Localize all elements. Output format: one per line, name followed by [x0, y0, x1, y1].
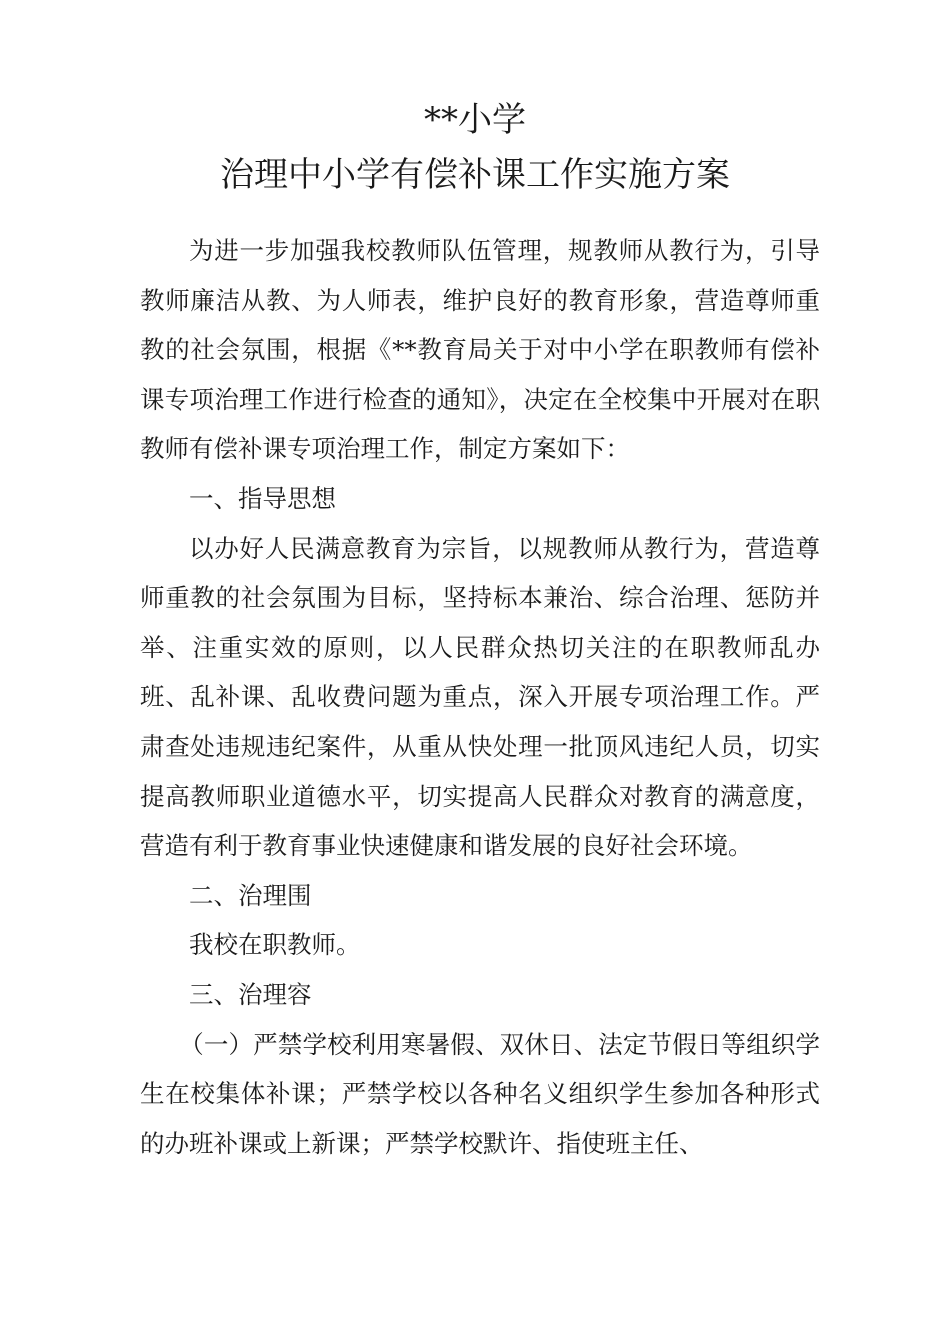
section-heading-content: 三、治理容: [189, 979, 312, 1009]
scope-paragraph: 我校在职教师。: [189, 930, 361, 960]
content-item-1-paragraph: （一）严禁学校利用寒暑假、双休日、法定节假日等组织学生在校集体补课；严禁学校以各种名义组织学生参加各种形式的办班补课或上新课；严禁学校默许、指使班主任、: [140, 1029, 820, 1158]
document-title-main: 治理中小学有偿补课工作实施方案: [220, 155, 730, 195]
intro-paragraph: 为进一步加强我校教师队伍管理，规教师从教行为，引导教师廉洁从教、为人师表，维护良好的教育形象，营造尊师重教的社会氛围，根据《**教育局关于对中小学在职教师有偿补课专项治理工作进行检查的通知》，决定在全校集中开展对在职教师有偿补课专项治理工作，制定方案如下：: [140, 236, 820, 464]
section-heading-scope: 二、治理围: [189, 880, 312, 910]
guiding-ideology-paragraph: 以办好人民满意教育为宗旨，以规教师从教行为，营造尊师重教的社会氛围为目标，坚持标本兼治、综合治理、惩防并举、注重实效的原则，以人民群众热切关注的在职教师乱办班、乱补课、乱收费问题为重点，深入开展专项治理工作。严肃查处违规违纪案件，从重从快处理一批顶风违纪人员，切实提高教师职业道德水平，切实提高人民群众对教育的满意度，营造有利于教育事业快速健康和谐发展的良好社会环境。: [140, 533, 820, 861]
document-body: [140, 226, 820, 1168]
section-heading-guiding-ideology: 一、指导思想: [189, 483, 336, 513]
document-title-school: **小学: [424, 100, 526, 140]
